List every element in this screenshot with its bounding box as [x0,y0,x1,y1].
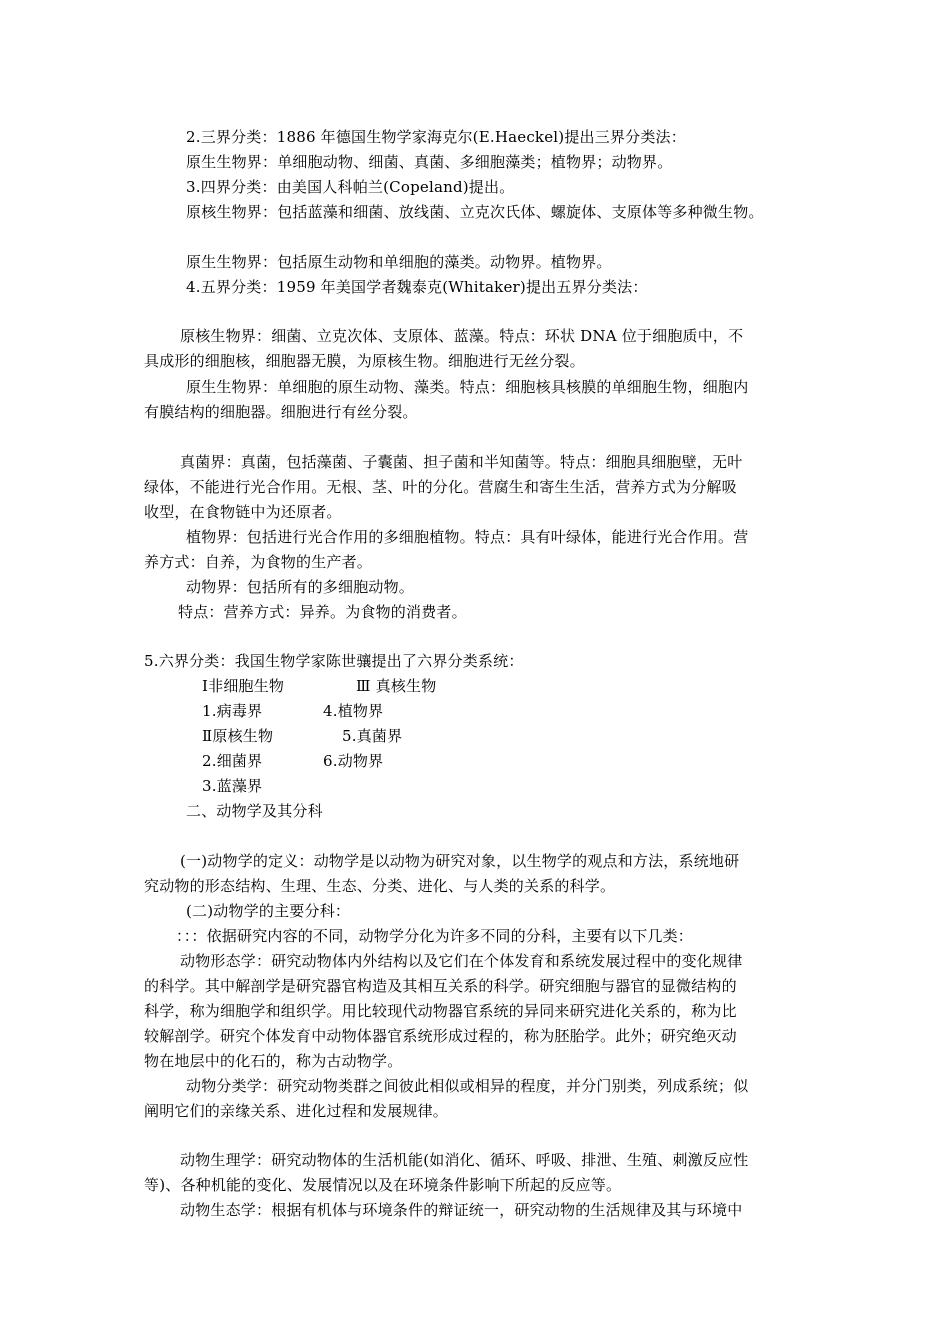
text-line: (二)动物学的主要分科： [186,902,351,920]
text-line: 真菌界：真菌，包括藻菌、子囊菌、担子菌和半知菌等。特点：细胞具细胞壁，无叶 [180,453,743,471]
text-line: 4.植物界 [323,702,384,720]
text-line: 原生生物界：单细胞动物、细菌、真菌、多细胞藻类；植物界；动物界。 [186,153,673,171]
text-line: 有膜结构的细胞器。细胞进行有丝分裂。 [144,403,418,421]
text-line: 较解剖学。研究个体发育中动物体器官系统形成过程的，称为胚胎学。此外；研究绝灭动 [144,1027,737,1045]
text-line: Ⅲ 真核生物 [356,677,437,695]
text-line: (一)动物学的定义：动物学是以动物为研究对象，以生物学的观点和方法，系统地研 [180,852,740,870]
text-line: 4.五界分类：1959 年美国学者魏泰克(Whitaker)提出五界分类法： [186,278,648,296]
text-line: Ⅰ非细胞生物 [202,677,285,695]
text-line: 收型，在食物链中为还原者。 [144,503,342,521]
text-line: 5.六界分类：我国生物学家陈世骧提出了六界分类系统： [144,652,524,670]
text-line: 等)、各种机能的变化、发展情况以及在环境条件影响下所起的反应等。 [144,1176,622,1194]
text-line: 动物界：包括所有的多细胞动物。 [186,578,415,596]
text-line: 动物生态学：根据有机体与环境条件的辩证统一，研究动物的生活规律及其与环境中 [180,1201,743,1219]
text-line: 具成形的细胞核，细胞器无膜，为原核生物。细胞进行无丝分裂。 [144,352,585,370]
text-line: 养方式：自养，为食物的生产者。 [144,553,373,571]
text-line: 绿体，不能进行光合作用。无根、茎、叶的分化。营腐生和寄生生活，营养方式为分解吸 [144,478,737,496]
text-line: 究动物的形态结构、生理、生态、分类、进化、与人类的关系的科学。 [144,877,616,895]
text-line: 6.动物界 [323,752,384,770]
text-line: 3.蓝藻界 [202,777,263,795]
text-line: 原生生物界：单细胞的原生动物、藻类。特点：细胞核具核膜的单细胞生物，细胞内 [186,378,749,396]
text-line: Ⅱ原核生物 [202,727,274,745]
text-line: 2.细菌界 [202,752,263,770]
text-line: 2.三界分类：1886 年德国生物学家海克尔(E.Haeckel)提出三界分类法： [186,128,686,146]
text-line: 动物形态学：研究动物体内外结构以及它们在个体发育和系统发展过程中的变化规律 [180,952,743,970]
text-line: ：：：依据研究内容的不同，动物学分化为许多不同的分科，主要有以下几类： [176,927,694,945]
text-line: 阐明它们的亲缘关系、进化过程和发展规律。 [144,1102,449,1120]
text-line: 5.真菌界 [342,727,403,745]
text-line: 3.四界分类：由美国人科帕兰(Copeland)提出。 [186,178,515,196]
text-line: 科学，称为细胞学和组织学。用比较现代动物器官系统的异同来研究进化关系的，称为比 [144,1002,737,1020]
text-line: 原核生物界：细菌、立克次体、支原体、蓝藻。特点：环状 DNA 位于细胞质中，不 [180,327,744,345]
text-line: 二、动物学及其分科 [186,802,323,820]
text-line: 物在地层中的化石的，称为古动物学。 [144,1052,403,1070]
text-line: 动物生理学：研究动物体的生活机能(如消化、循环、呼吸、排泄、生殖、刺激反应性 [180,1151,749,1169]
text-line: 原生生物界：包括原生动物和单细胞的藻类。动物界。植物界。 [186,253,612,271]
text-line: 植物界：包括进行光合作用的多细胞植物。特点：具有叶绿体，能进行光合作用。营 [186,528,749,546]
text-line: 的科学。其中解剖学是研究器官构造及其相互关系的科学。研究细胞与器官的显微结构的 [144,977,737,995]
text-line: 1.病毒界 [202,702,263,720]
text-line: 特点：营养方式：异养。为食物的消费者。 [178,603,467,621]
text-line: 原核生物界：包括蓝藻和细菌、放线菌、立克次氏体、螺旋体、支原体等多种微生物。 [186,203,764,221]
text-line: 动物分类学：研究动物类群之间彼此相似或相异的程度，并分门别类，列成系统；似 [186,1077,749,1095]
